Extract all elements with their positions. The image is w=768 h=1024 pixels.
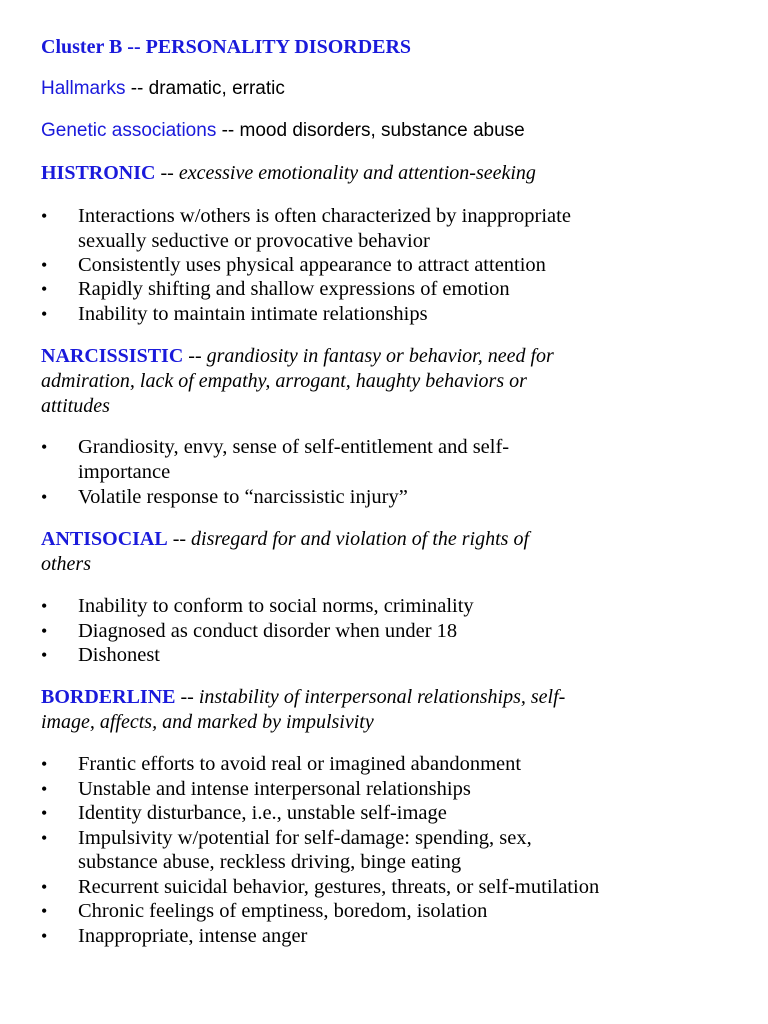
histronic-bullet-text: Rapidly shifting and shallow expressions of emotion [78,278,510,300]
antisocial-name: ANTISOCIAL [41,528,168,550]
histronic-bullet-text: Inability to maintain intimate relationships [78,303,428,325]
histronic-description: excessive emotionality and attention-seeking [178,162,536,184]
bullet-icon: • [41,645,48,665]
bullet-icon: • [41,621,48,641]
borderline-bullet-text: Identity disturbance, i.e., unstable self-image [78,802,447,824]
bullet-icon: • [41,596,48,616]
narcissistic-bullet-text: importance [78,461,171,483]
borderline-name: BORDERLINE [41,686,176,708]
histronic-bullet-text: Interactions w/others is often characterized by inappropriate [78,205,571,227]
bullet-icon: • [41,255,48,275]
bullet-icon: • [41,279,48,299]
narcissistic-dash: -- [183,345,207,367]
antisocial-bullet-text: Inability to conform to social norms, criminality [78,595,474,617]
hallmarks-line [41,77,285,101]
antisocial-description-continued [41,552,91,576]
histronic-name: HISTRONIC [41,162,156,184]
bullet-icon: • [41,206,48,226]
bullet-icon: • [41,926,48,946]
bullet-icon: • [41,901,48,921]
antisocial-description-line: others [41,553,91,575]
narcissistic-description: grandiosity in fantasy or behavior, need for [206,345,554,367]
narcissistic-description-line: admiration, lack of empathy, arrogant, haughty behaviors or [41,370,527,392]
antisocial-description: disregard for and violation of the rights of [191,528,529,550]
bullet-icon: • [41,828,48,848]
bullet-icon: • [41,487,48,507]
borderline-bullet-text: Unstable and intense interpersonal relationships [78,778,471,800]
bullet-icon: • [41,877,48,897]
borderline-description: instability of interpersonal relationships, self- [198,686,566,708]
borderline-bullet-text: Recurrent suicidal behavior, gestures, threats, or self-mutilation [78,876,600,898]
genetic-associations-line [41,119,525,143]
document-title: Cluster B -- PERSONALITY DISORDERS [41,36,412,58]
bullet-icon: • [41,437,48,457]
genetic-associations-label: Genetic associations [41,120,217,141]
bullet-icon: • [41,754,48,774]
narcissistic-heading [41,344,554,368]
bullet-icon: • [41,803,48,823]
histronic-bullet-text: Consistently uses physical appearance to attract attention [78,254,546,276]
antisocial-heading [41,527,529,551]
bullet-icon: • [41,779,48,799]
narcissistic-description-continued [41,394,110,418]
histronic-heading [41,161,536,185]
antisocial-dash: -- [167,528,192,550]
borderline-bullet-text: Inappropriate, intense anger [78,925,308,947]
borderline-bullet-text: Chronic feelings of emptiness, boredom, isolation [78,900,488,922]
borderline-bullet-text: substance abuse, reckless driving, binge eating [78,851,462,873]
histronic-dash: -- [155,162,179,184]
borderline-description-line: image, affects, and marked by impulsivity [41,711,374,733]
borderline-bullet-text: Impulsivity w/potential for self-damage: spending, sex, [78,827,532,849]
borderline-dash: -- [175,686,199,708]
hallmarks-label: Hallmarks [41,78,126,99]
bullet-icon: • [41,304,48,324]
antisocial-bullet-text: Dishonest [78,644,160,666]
narcissistic-bullet-text: Grandiosity, envy, sense of self-entitlement and self- [78,436,510,458]
narcissistic-description-continued [41,369,527,393]
borderline-bullet-text: Frantic efforts to avoid real or imagined abandonment [78,753,522,775]
borderline-heading [41,685,565,709]
narcissistic-name: NARCISSISTIC [41,345,184,367]
narcissistic-description-line: attitudes [41,395,110,417]
antisocial-bullet-text: Diagnosed as conduct disorder when under 18 [78,620,458,642]
borderline-description-continued [41,710,374,734]
hallmarks-text: -- dramatic, erratic [125,78,285,99]
genetic-associations-text: -- mood disorders, substance abuse [216,120,525,141]
narcissistic-bullet-text: Volatile response to “narcissistic injury” [78,486,408,508]
histronic-bullet-text: sexually seductive or provocative behavior [78,230,430,252]
